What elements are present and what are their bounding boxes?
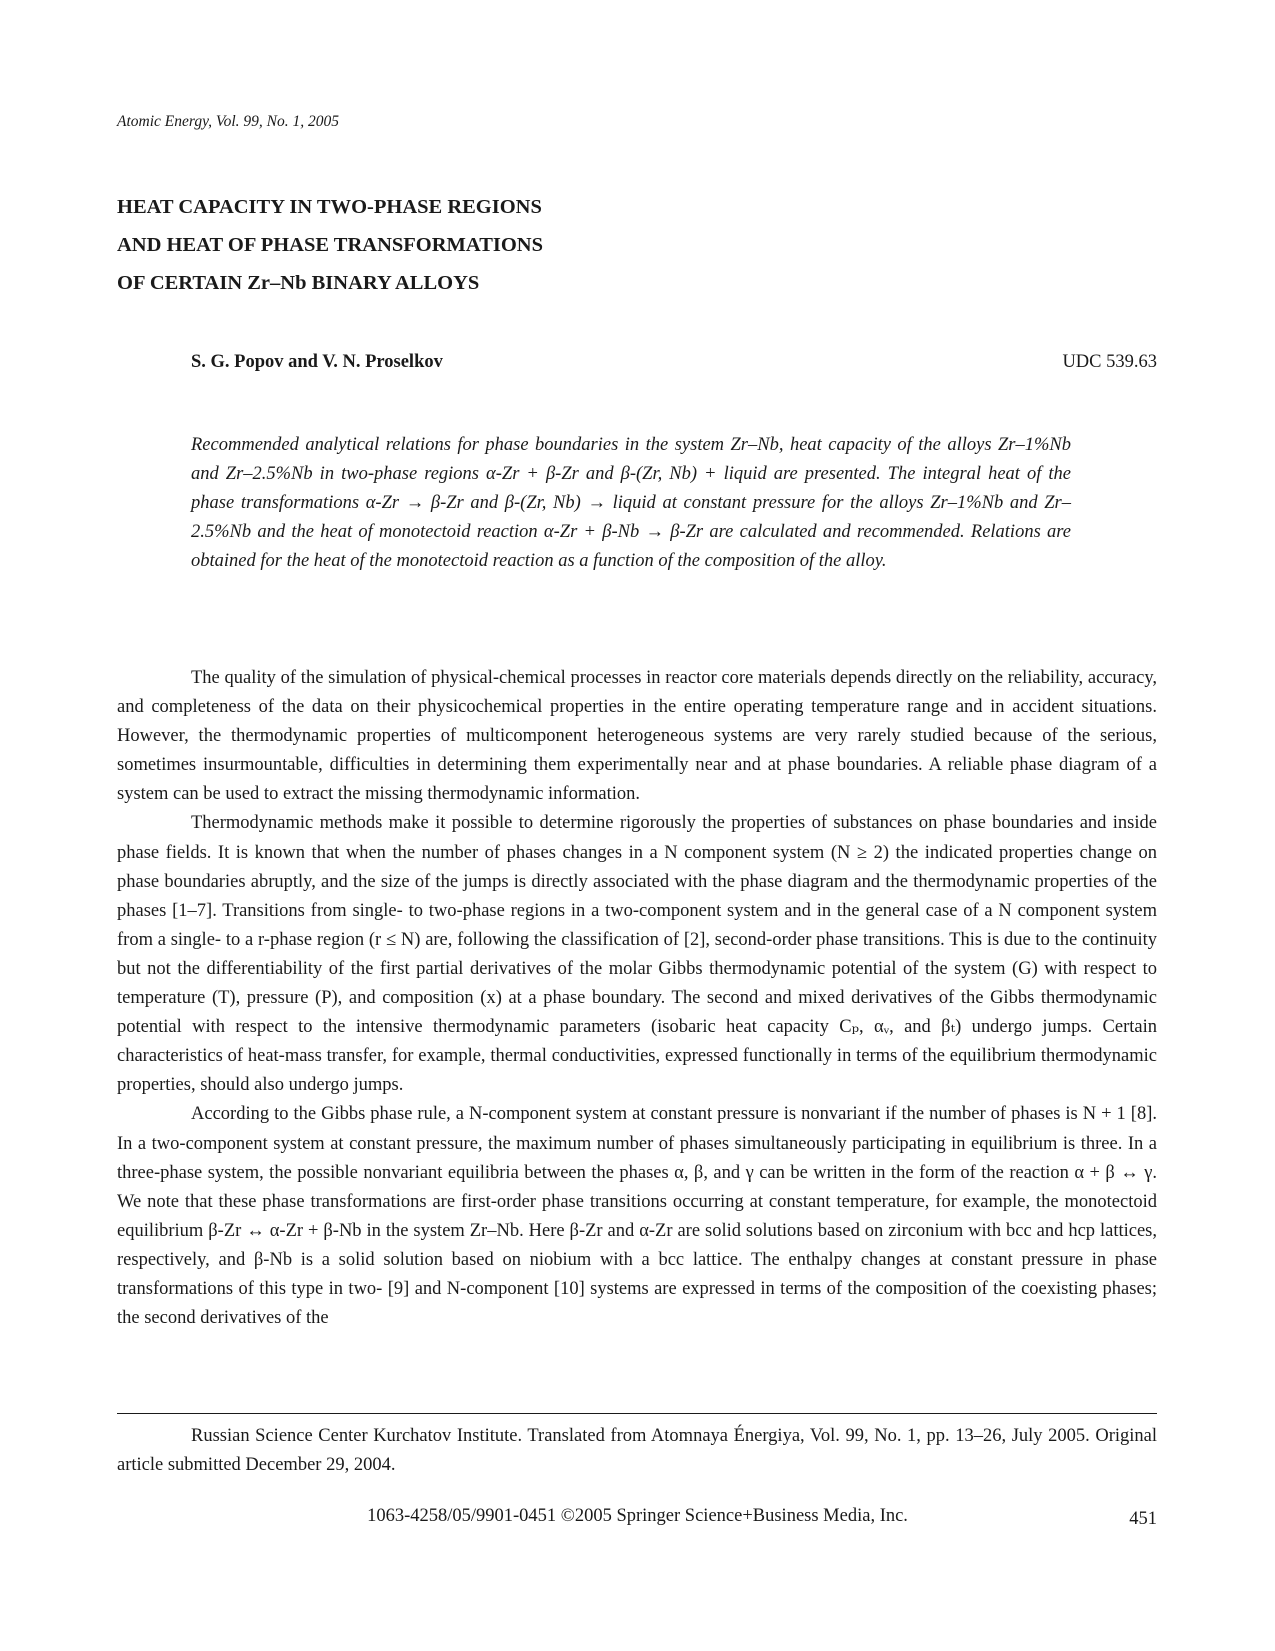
copyright-line: 1063-4258/05/9901-0451 ©2005 Springer Science+Business Media, Inc.: [367, 1506, 908, 1526]
footnote-divider: [117, 1413, 1157, 1414]
title-line: AND HEAT OF PHASE TRANSFORMATIONS: [117, 234, 543, 256]
journal-citation: Atomic Energy, Vol. 99, No. 1, 2005: [117, 113, 340, 130]
body-text: [117, 664, 1157, 1333]
udc-code: UDC 539.63: [1062, 352, 1157, 372]
title-line: HEAT CAPACITY IN TWO-PHASE REGIONS: [117, 196, 542, 218]
article-title: [117, 188, 543, 302]
paragraph: The quality of the simulation of physical-chemical processes in reactor core materials depends directly on the reliability, accuracy, and completeness of the data on their physicochemical properties in the entire operating temperature range and in accident situations. However, the thermodynamic properties of multicomponent heterogeneous systems are very rarely studied because of the serious, sometimes insurmountable, difficulties in determining them experimentally near and at phase boundaries. A reliable phase diagram of a system can be used to extract the missing thermodynamic information.: [117, 668, 1157, 805]
authors: S. G. Popov and V. N. Proselkov: [191, 352, 443, 372]
footnote: Russian Science Center Kurchatov Institute. Translated from Atomnaya Énergiya, Vol. 99, No. 1, pp. 13–26, July 2005. Original article submitted December 29, 2004.: [117, 1426, 1157, 1475]
paragraph: Thermodynamic methods make it possible to determine rigorously the properties of substances on phase boundaries and inside phase fields. It is known that when the number of phases changes in a N component system (N ≥ 2) the indicated properties change on phase boundaries abruptly, and the size of the jumps is directly associated with the phase diagram and the thermodynamic properties of the phases [1–7]. Transitions from single- to two-phase regions in a two-component system and in the general case of a N component system from a single- to a r-phase region (r ≤ N) are, following the classification of [2], second-order phase transitions. This is due to the continuity but not the differentiability of the first partial derivatives of the molar Gibbs thermodynamic potential of the system (G) with respect to temperature (T), pressure (P), and composition (x) at a phase boundary. The second and mixed derivatives of the Gibbs thermodynamic potential with respect to the intensive thermodynamic parameters (isobaric heat capacity Cₚ, αᵥ, and βₜ) undergo jumps. Certain characteristics of heat-mass transfer, for example, thermal conductivities, expressed functionally in terms of the equilibrium thermodynamic properties, should also undergo jumps.: [117, 813, 1157, 1096]
abstract: Recommended analytical relations for phase boundaries in the system Zr–Nb, heat capacity of the alloys Zr–1%Nb and Zr–2.5%Nb in two-phase regions α-Zr + β-Zr and β-(Zr, Nb) + liquid are presented. The integral heat of the phase transformations α-Zr → β-Zr and β-(Zr, Nb) → liquid at constant pressure for the alloys Zr–1%Nb and Zr–2.5%Nb and the heat of monotectoid reaction α-Zr + β-Nb → β-Zr are calculated and recommended. Relations are obtained for the heat of the monotectoid reaction as a function of the composition of the alloy.: [191, 435, 1071, 571]
title-line: OF CERTAIN Zr–Nb BINARY ALLOYS: [117, 272, 480, 294]
page-number: 451: [1129, 1509, 1157, 1529]
paragraph: According to the Gibbs phase rule, a N-component system at constant pressure is nonvariant if the number of phases is N + 1 [8]. In a two-component system at constant pressure, the maximum number of phases simultaneously participating in equilibrium is three. In a three-phase system, the possible nonvariant equilibria between the phases α, β, and γ can be written in the form of the reaction α + β ↔ γ. We note that these phase transformations are first-order phase transitions occurring at constant temperature, for example, the monotectoid equilibrium β-Zr ↔ α-Zr + β-Nb in the system Zr–Nb. Here β-Zr and α-Zr are solid solutions based on zirconium with bcc and hcp lattices, respectively, and β-Nb is a solid solution based on niobium with a bcc lattice. The enthalpy changes at constant pressure in phase transformations of this type in two- [9] and N-component [10] systems are expressed in terms of the composition of the coexisting phases; the second derivatives of the: [117, 1104, 1157, 1329]
